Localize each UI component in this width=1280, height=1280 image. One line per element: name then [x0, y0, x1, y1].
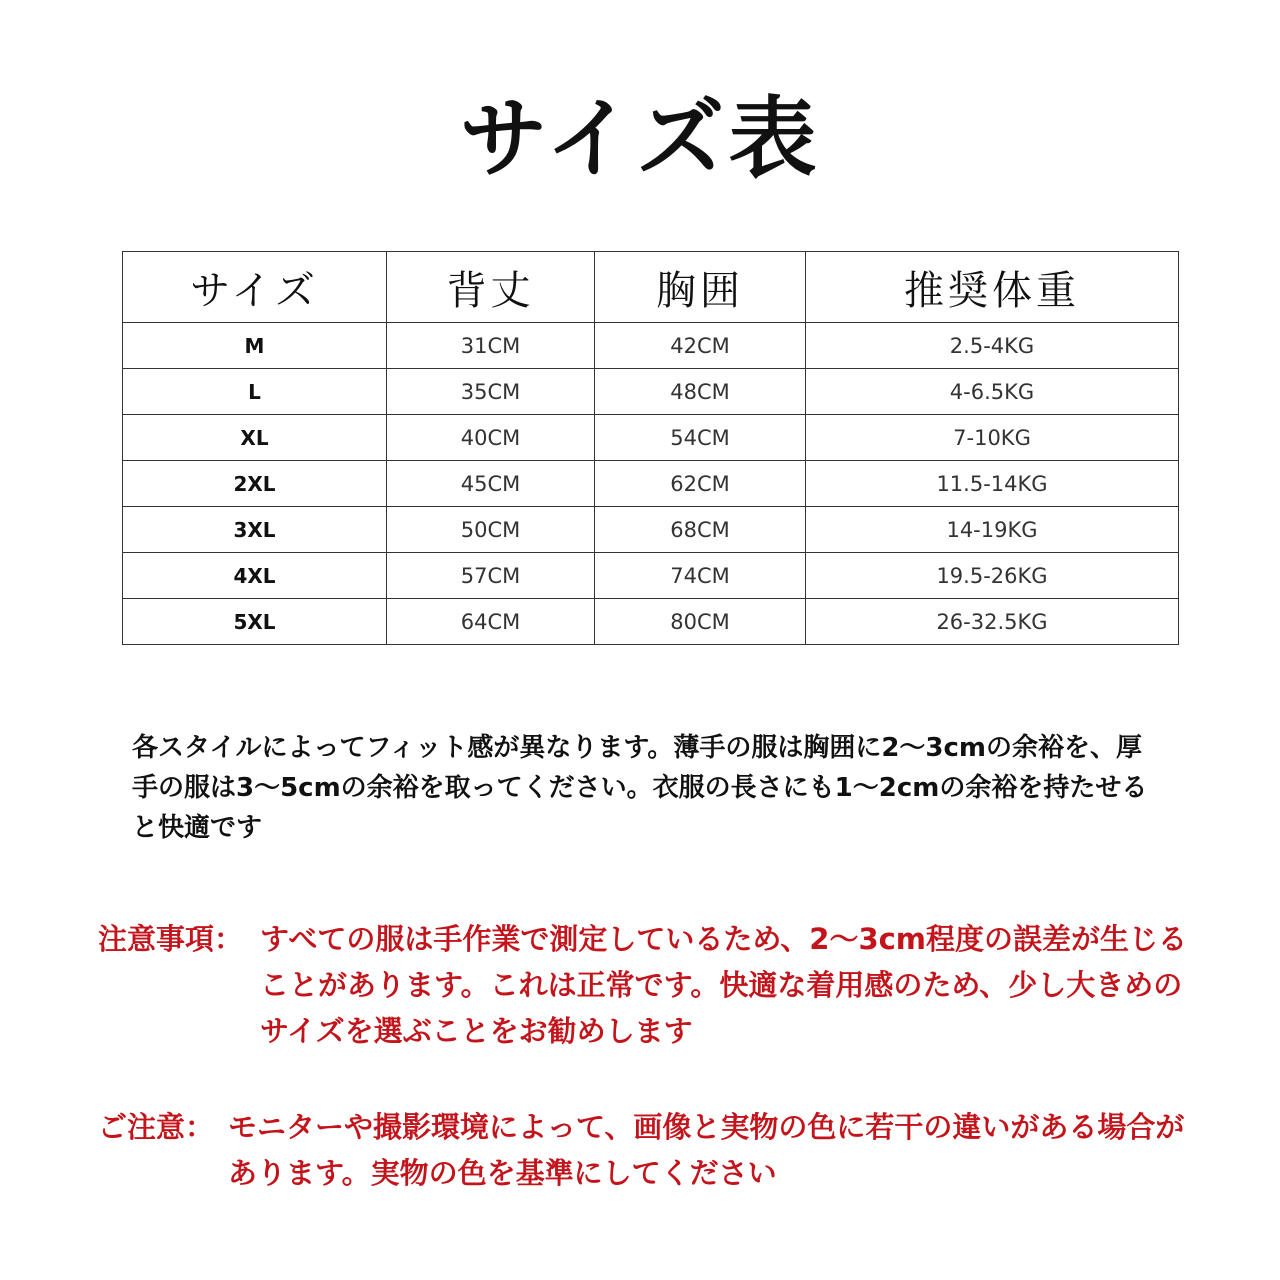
size-table — [122, 251, 1179, 645]
color-notice-text: モニターや撮影環境によって、画像と実物の色に若干の違いがある場合があります。実物の色を基準にしてください — [228, 1110, 1185, 1190]
table-row — [123, 553, 1179, 599]
header-weight: 推奨体重 — [806, 252, 1179, 323]
weight-cell: 14-19KG — [806, 507, 1179, 553]
header-size: サイズ — [123, 252, 387, 323]
weight-cell: 2.5-4KG — [806, 323, 1179, 369]
back-length-cell: 40CM — [387, 415, 595, 461]
chest-cell: 42CM — [595, 323, 806, 369]
table-row — [123, 323, 1179, 369]
back-length-cell: 35CM — [387, 369, 595, 415]
chest-cell: 74CM — [595, 553, 806, 599]
page-title: サイズ表 — [459, 87, 821, 190]
fit-note: 各スタイルによってフィット感が異なります。薄手の服は胸囲に2～3cmの余裕を、厚手の服は3～5cmの余裕を取ってください。衣服の長さにも1～2cmの余裕を持たせると快適です — [132, 733, 1148, 843]
back-length-cell: 64CM — [387, 599, 595, 645]
size-cell: M — [123, 323, 387, 369]
back-length-cell: 31CM — [387, 323, 595, 369]
weight-cell: 4-6.5KG — [806, 369, 1179, 415]
chest-cell: 48CM — [595, 369, 806, 415]
header-back-length: 背丈 — [387, 252, 595, 323]
table-row — [123, 369, 1179, 415]
weight-cell: 7-10KG — [806, 415, 1179, 461]
back-length-cell: 50CM — [387, 507, 595, 553]
weight-cell: 26-32.5KG — [806, 599, 1179, 645]
chest-cell: 62CM — [595, 461, 806, 507]
color-notice-block — [98, 1104, 1198, 1204]
size-cell: 2XL — [123, 461, 387, 507]
chest-cell: 54CM — [595, 415, 806, 461]
weight-cell: 19.5-26KG — [806, 553, 1179, 599]
header-chest: 胸囲 — [595, 252, 806, 323]
size-cell: 4XL — [123, 553, 387, 599]
size-cell: 5XL — [123, 599, 387, 645]
table-row — [123, 507, 1179, 553]
size-cell: 3XL — [123, 507, 387, 553]
back-length-cell: 45CM — [387, 461, 595, 507]
chest-cell: 68CM — [595, 507, 806, 553]
table-row — [123, 461, 1179, 507]
size-cell: L — [123, 369, 387, 415]
table-row — [123, 415, 1179, 461]
caution-label: 注意事項： — [98, 922, 244, 956]
table-header-row — [123, 252, 1179, 323]
weight-cell: 11.5-14KG — [806, 461, 1179, 507]
size-cell: XL — [123, 415, 387, 461]
caution-block — [98, 916, 1198, 1066]
color-notice-label: ご注意： — [98, 1110, 215, 1144]
back-length-cell: 57CM — [387, 553, 595, 599]
chest-cell: 80CM — [595, 599, 806, 645]
caution-text: すべての服は手作業で測定しているため、2～3cm程度の誤差が生じることがあります。これは正常です。快適な着用感のため、少し大きめのサイズを選ぶことをお勧めします — [260, 922, 1188, 1048]
table-row — [123, 599, 1179, 645]
